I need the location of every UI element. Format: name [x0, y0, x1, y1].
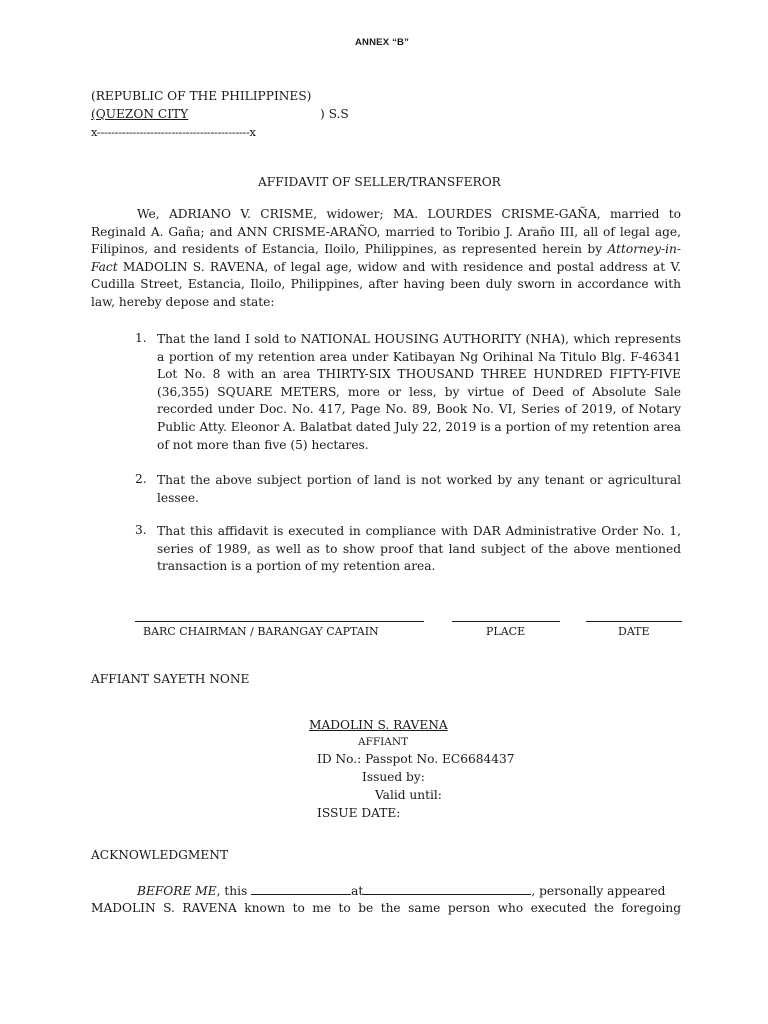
ack-date-blank — [251, 882, 351, 895]
barc-signature-line — [135, 621, 424, 622]
affiant-sayeth: AFFIANT SAYETH NONE — [91, 672, 250, 686]
attorney-in-fact: Attorney-in-Fact — [91, 242, 681, 274]
item-1-number: 1. — [135, 331, 147, 345]
item-2-number: 2. — [135, 472, 147, 486]
document-title: AFFIDAVIT OF SELLER/TRANSFEROR — [258, 175, 501, 189]
venue-separator: x-------------------------------------------x — [91, 125, 256, 139]
affiant-role: AFFIANT — [358, 736, 409, 748]
ack-this: , this — [216, 884, 252, 898]
acknowledgment-heading: ACKNOWLEDGMENT — [91, 848, 229, 862]
annex-label: ANNEX “B” — [355, 37, 410, 48]
barc-label: BARC CHAIRMAN / BARANGAY CAPTAIN — [143, 625, 379, 638]
affiant-valid-until: Valid until: — [375, 788, 442, 802]
venue-republic: (REPUBLIC OF THE PHILIPPINES) — [91, 89, 312, 103]
intro-part1: We, ADRIANO V. CRISME, widower; MA. LOURDES CRISME-GAÑA, married to Reginald A. Gaña; and ANN CRISME-ARAÑO, married to Toribio J. Araño III, all of legal age, Filipinos, and residents of Estancia, Iloilo, Philippines, as represented herein by — [91, 207, 681, 257]
intro-part2: MADOLIN S. RAVENA, of legal age, widow and with residence and postal address at V. Cudilla Street, Estancia, Iloilo, Philippines, after having been duly sworn in accordance with law, hereby depose and state: — [91, 259, 681, 309]
venue-city: (QUEZON CITY — [91, 107, 189, 121]
ack-place-blank — [363, 882, 531, 895]
ack-before-me: BEFORE ME — [137, 884, 217, 898]
affiant-issued-by: Issued by: — [362, 770, 425, 784]
item-2-text: That the above subject portion of land is not worked by any tenant or agricultural lessee. — [157, 473, 681, 505]
affiant-id-no: ID No.: Passpot No. EC6684437 — [317, 752, 515, 766]
ack-line-1 — [137, 882, 665, 898]
ack-line-2: MADOLIN S. RAVENA known to me to be the same person who executed the foregoing — [91, 901, 681, 915]
item-3-text: That this affidavit is executed in compliance with DAR Administrative Order No. 1, series of 1989, as well as to show proof that land subject of the above mentioned transaction is a portion of my retention area. — [157, 524, 681, 574]
venue-ss: ) S.S — [320, 107, 349, 121]
affiant-issue-date: ISSUE DATE: — [317, 806, 401, 820]
venue-city-line — [91, 107, 349, 121]
place-label: PLACE — [486, 625, 526, 638]
place-line — [452, 621, 560, 622]
date-line — [586, 621, 682, 622]
item-3-number: 3. — [135, 523, 147, 537]
item-1-text: That the land I sold to NATIONAL HOUSING AUTHORITY (NHA), which represents a portion of my retention area under Katibayan Ng Orihinal Na Titulo Blg. F-46341 Lot No. 8 with an area THIRTY-SIX THOUSAND THREE HUNDRED FIFTY-FIVE (36,355) SQUARE METERS, more or less, by virtue of Deed of Absolute Sale recorded under Doc. No. 417, Page No. 89, Book No. VI, Series of 2019, of Notary Public Atty. Eleonor A. Balatbat dated July 22, 2019 is a portion of my retention area of not more than five (5) hectares. — [157, 332, 681, 452]
intro-paragraph — [91, 206, 681, 312]
affiant-name: MADOLIN S. RAVENA — [309, 718, 448, 732]
ack-at: at — [351, 884, 364, 898]
date-label: DATE — [618, 625, 650, 638]
ack-appeared: , personally appeared — [531, 884, 666, 898]
